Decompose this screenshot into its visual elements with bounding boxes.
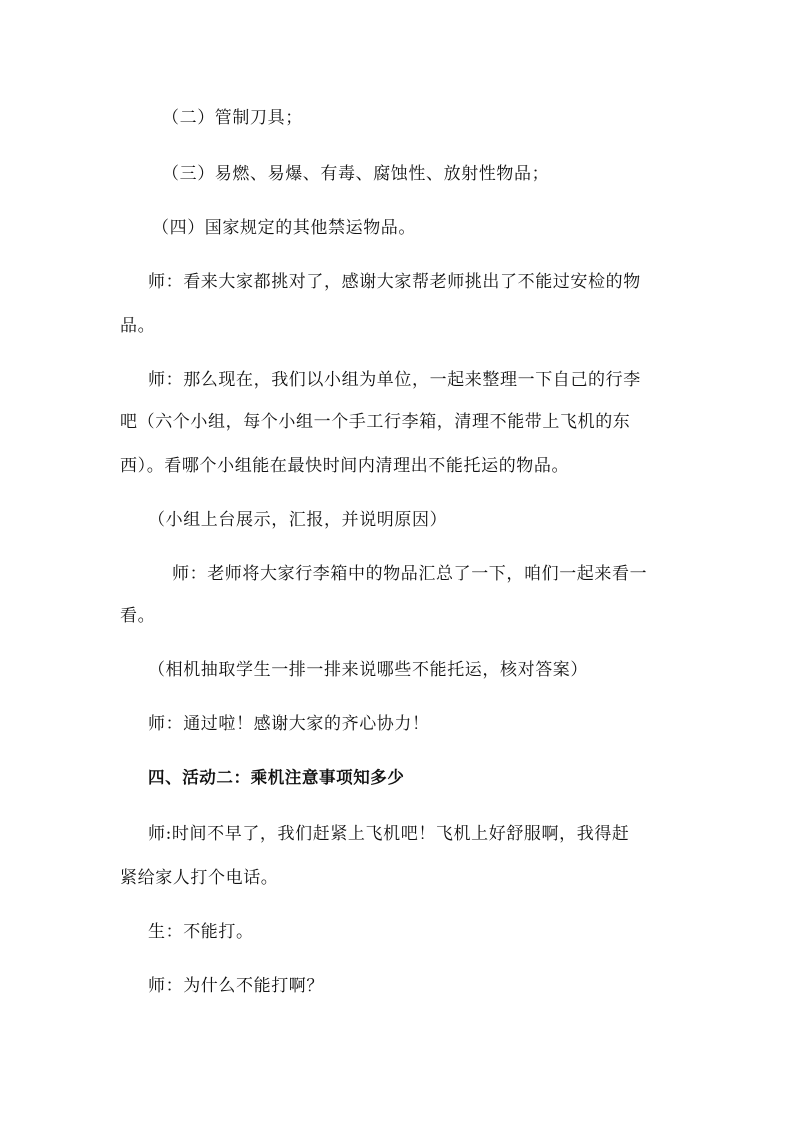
text-line: （四）国家规定的其他禁运物品。 xyxy=(152,218,416,238)
text-line: 师：为什么不能打啊？ xyxy=(148,976,324,996)
text-line: 紧给家人打个电话。 xyxy=(120,868,279,888)
text-line: （二）管制刀具； xyxy=(162,108,303,128)
text-line: （小组上台展示，汇报，并说明原因） xyxy=(148,510,448,530)
text-line: （三）易燃、易爆、有毒、腐蚀性、放射性物品； xyxy=(162,164,550,184)
text-line: 师：老师将大家行李箱中的物品汇总了一下，咱们一起来看一 xyxy=(172,564,648,584)
text-line: 生：不能打。 xyxy=(148,922,254,942)
text-line: 吧（六个小组，每个小组一个手工行李箱，清理不能带上飞机的东 xyxy=(120,412,631,432)
text-line: 品。 xyxy=(120,316,156,336)
text-line: （相机抽取学生一排一排来说哪些不能托运，核对答案） xyxy=(148,660,588,680)
text-line: 师：通过啦！感谢大家的齐心协力！ xyxy=(148,714,430,734)
text-line: 西）。看哪个小组能在最快时间内清理出不能托运的物品。 xyxy=(120,456,570,476)
text-line: 看。 xyxy=(120,606,156,626)
text-line: 师：看来大家都挑对了，感谢大家帮老师挑出了不能过安检的物 xyxy=(148,272,641,292)
text-line: 师:时间不早了，我们赶紧上飞机吧！飞机上好舒服啊，我得赶 xyxy=(148,824,630,844)
text-line: 师：那么现在，我们以小组为单位，一起来整理一下自己的行李 xyxy=(148,370,641,390)
section-heading: 四、活动二：乘机注意事项知多少 xyxy=(148,768,405,787)
